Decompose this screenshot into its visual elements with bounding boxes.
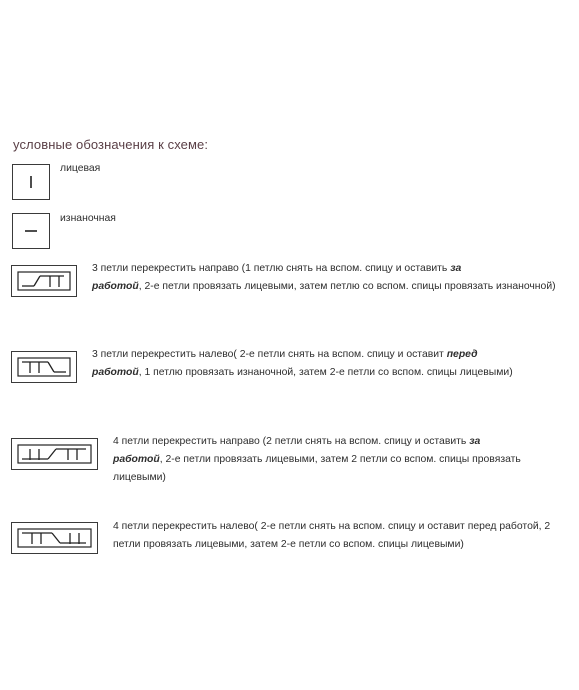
purl-stitch-icon [13, 214, 49, 248]
cable-4-right-icon [12, 439, 97, 469]
knit-stitch-symbol [12, 164, 50, 200]
purl-stitch-label: изнаночная [60, 213, 116, 224]
knit-stitch-label: лицевая [60, 163, 101, 174]
knit-stitch-icon [13, 165, 49, 199]
cable-4-right-symbol [11, 438, 98, 470]
cable-3-left-symbol [11, 351, 77, 383]
cable-4-right-description: 4 петли перекрестить направо (2 петли снять на вспом. спицу и оставить за работой, 2-е петли провязать лицевыми, затем 2 петли со вспом. спицы провязать лицевыми) [113, 436, 521, 483]
cable-3-right-description: 3 петли перекрестить направо (1 петлю снять на вспом. спицу и оставить за работой, 2-е петли провязать лицевыми, затем петлю со вспом. спицы провязать изнаночной) [92, 263, 556, 292]
purl-stitch-symbol [12, 213, 50, 249]
cable-3-right-icon [12, 266, 76, 296]
cable-3-right-symbol [11, 265, 77, 297]
legend-title: условные обозначения к схеме: [13, 137, 209, 152]
cable-4-left-symbol [11, 522, 98, 554]
cable-3-left-description: 3 петли перекрестить налево( 2-е петли снять на вспом. спицу и оставит перед работой, 1 петлю провязать изнаночной, затем 2-е петли со вспом. спицы лицевыми) [92, 349, 513, 378]
cable-4-left-icon [12, 523, 97, 553]
cable-4-left-description: 4 петли перекрестить налево( 2-е петли снять на вспом. спицу и оставит перед работой, 2 петли провязать лицевыми, затем 2-е петли со вспом. спицы лицевыми) [113, 521, 551, 550]
cable-3-left-icon [12, 352, 76, 382]
